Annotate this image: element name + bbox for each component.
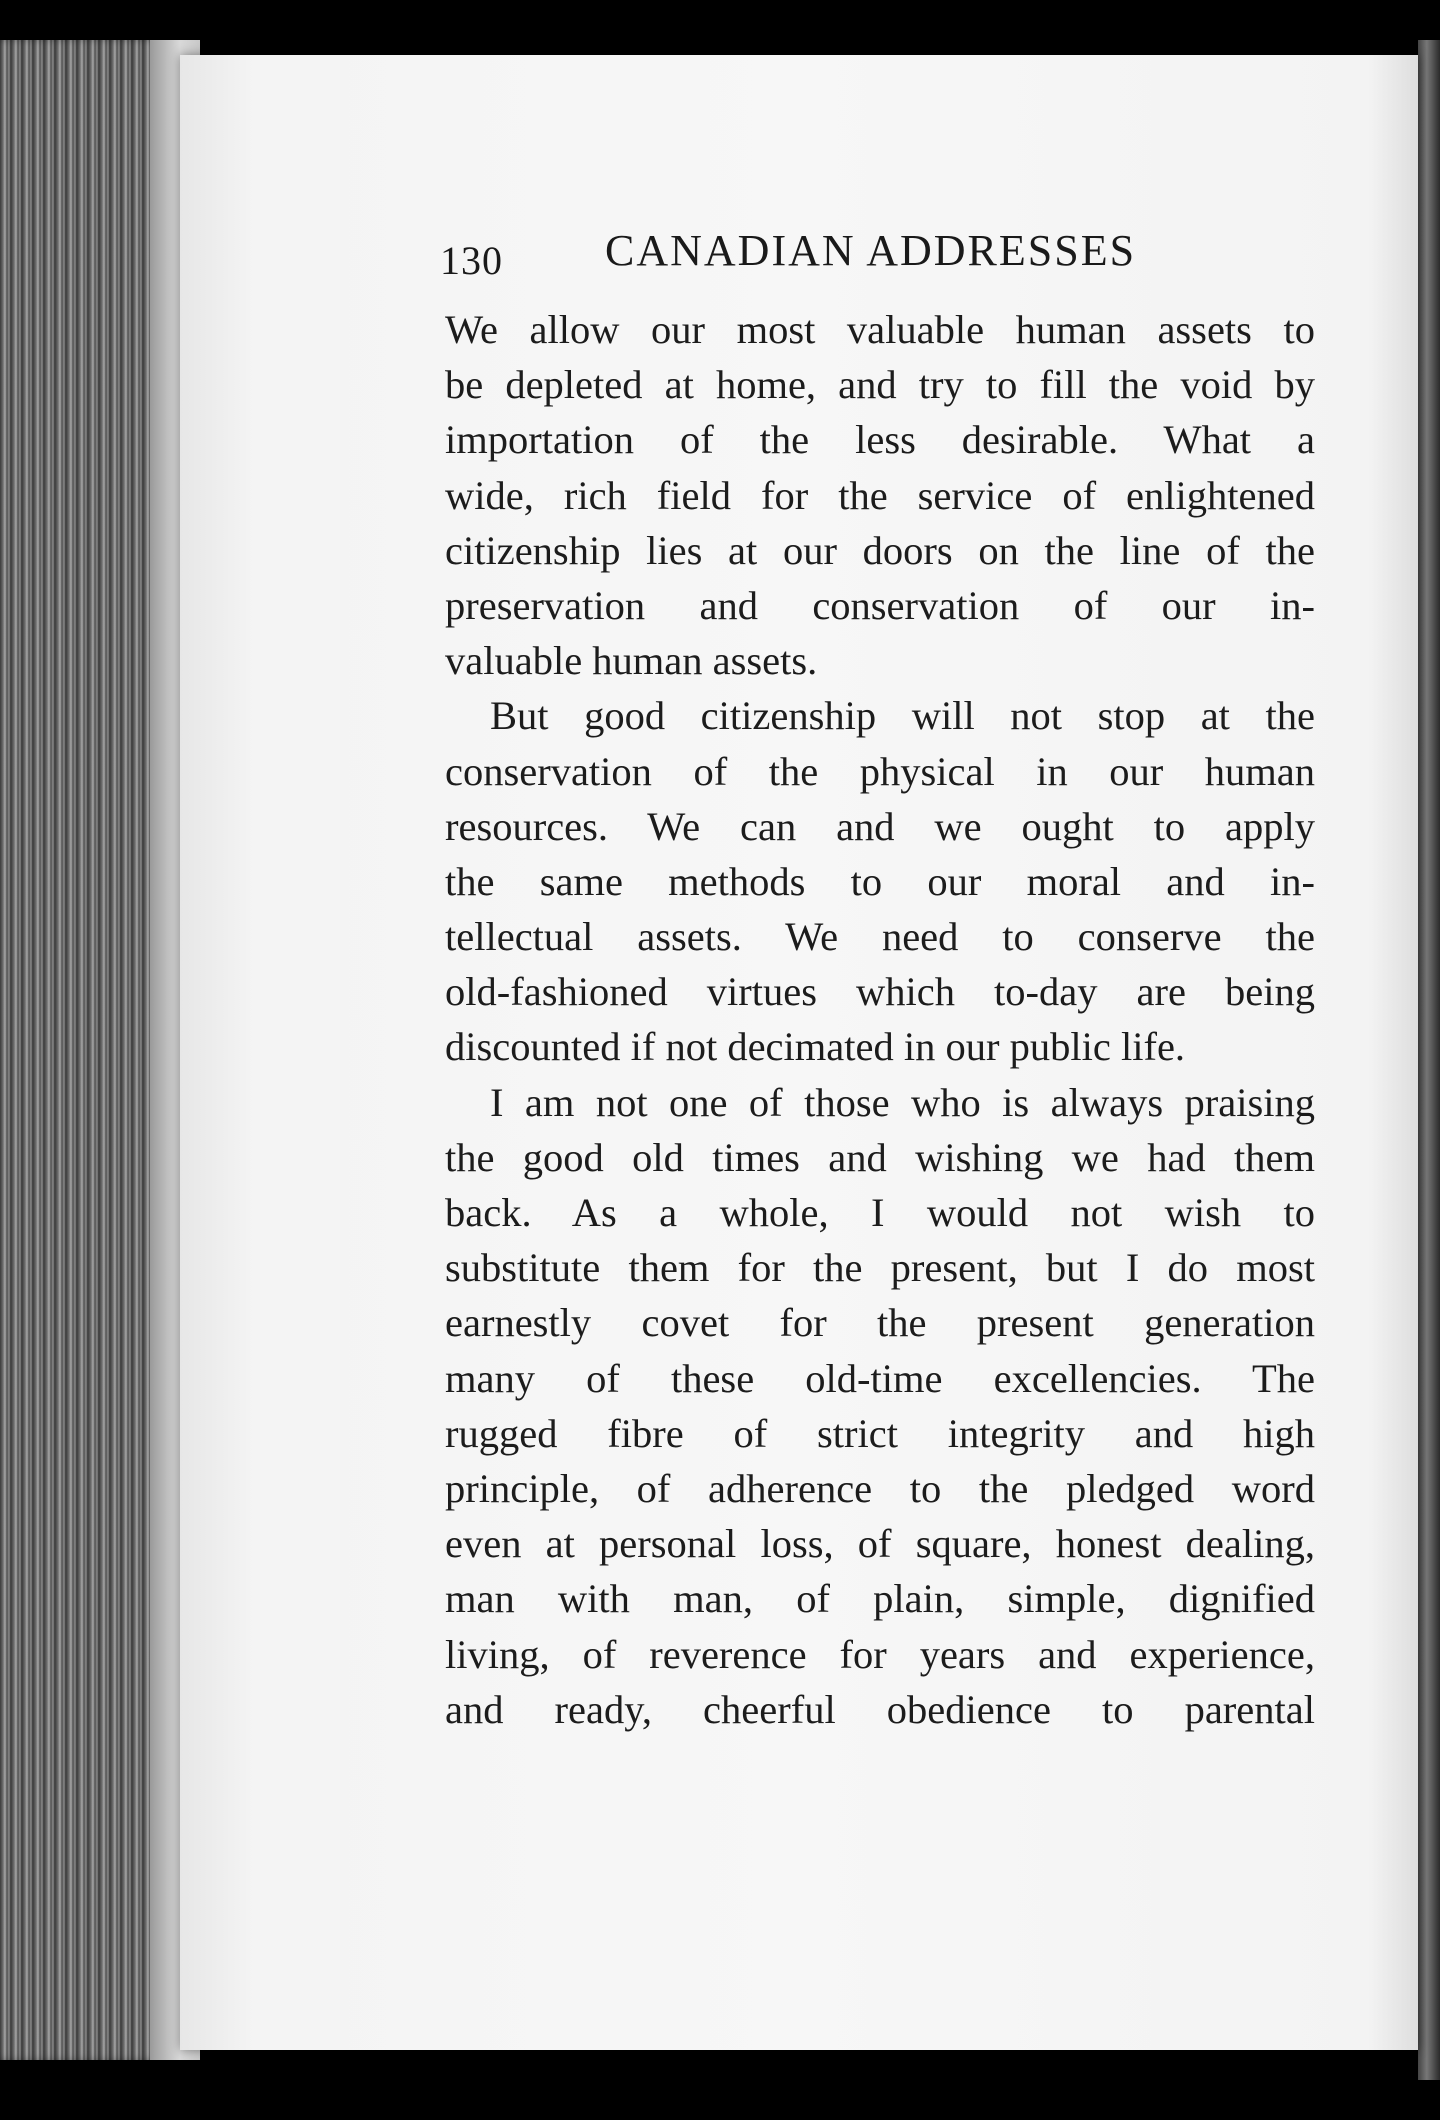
page-number: 130 xyxy=(440,238,503,283)
text-line: even at personal loss, of square, honest dealing, xyxy=(445,1521,1315,1567)
text-line: preservation and conservation of our in- xyxy=(445,582,1315,628)
text-line: the good old times and wishing we had them xyxy=(445,1134,1315,1180)
text-line: earnestly covet for the present generation xyxy=(445,1300,1315,1346)
book-right-edge xyxy=(1418,40,1440,2080)
paragraph-1 xyxy=(445,302,1315,688)
text-line: tellectual assets. We need to conserve the xyxy=(445,914,1315,960)
text-line: old-fashioned virtues which to-day are being xyxy=(445,969,1315,1015)
page-header xyxy=(440,225,1360,295)
text-line: I am not one of those who is always praising xyxy=(490,1079,1315,1125)
text-line: conservation of the physical in our human xyxy=(445,748,1315,794)
text-line: resources. We can and we ought to apply xyxy=(445,803,1315,849)
text-line: be depleted at home, and try to fill the void by xyxy=(445,362,1315,408)
running-title: CANADIAN ADDRESSES xyxy=(605,226,1137,275)
paragraph-3 xyxy=(445,1075,1315,1737)
paragraph-2 xyxy=(445,688,1315,1074)
text-line: wide, rich field for the service of enlightened xyxy=(445,472,1315,518)
text-line: citizenship lies at our doors on the line of the xyxy=(445,527,1315,573)
text-line: back. As a whole, I would not wish to xyxy=(445,1190,1315,1235)
text-line: valuable human assets. xyxy=(445,638,818,684)
text-line: the same methods to our moral and in- xyxy=(445,858,1315,904)
book-page-edges xyxy=(0,40,200,2060)
text-line: man with man, of plain, simple, dignified xyxy=(445,1576,1315,1622)
text-line: importation of the less desirable. What a xyxy=(445,417,1315,463)
text-line: rugged fibre of strict integrity and high xyxy=(445,1410,1315,1456)
text-line: But good citizenship will not stop at the xyxy=(490,693,1315,739)
text-line: living, of reverence for years and experience, xyxy=(445,1631,1315,1677)
text-line: substitute them for the present, but I do most xyxy=(445,1245,1315,1291)
text-line: and ready, cheerful obedience to parental xyxy=(445,1686,1315,1732)
body-text xyxy=(445,302,1315,1737)
text-line: many of these old-time excellencies. The xyxy=(445,1355,1315,1401)
text-line: discounted if not decimated in our public life. xyxy=(445,1024,1186,1070)
text-line: We allow our most valuable human assets to xyxy=(445,307,1315,352)
text-line: principle, of adherence to the pledged word xyxy=(445,1465,1315,1511)
